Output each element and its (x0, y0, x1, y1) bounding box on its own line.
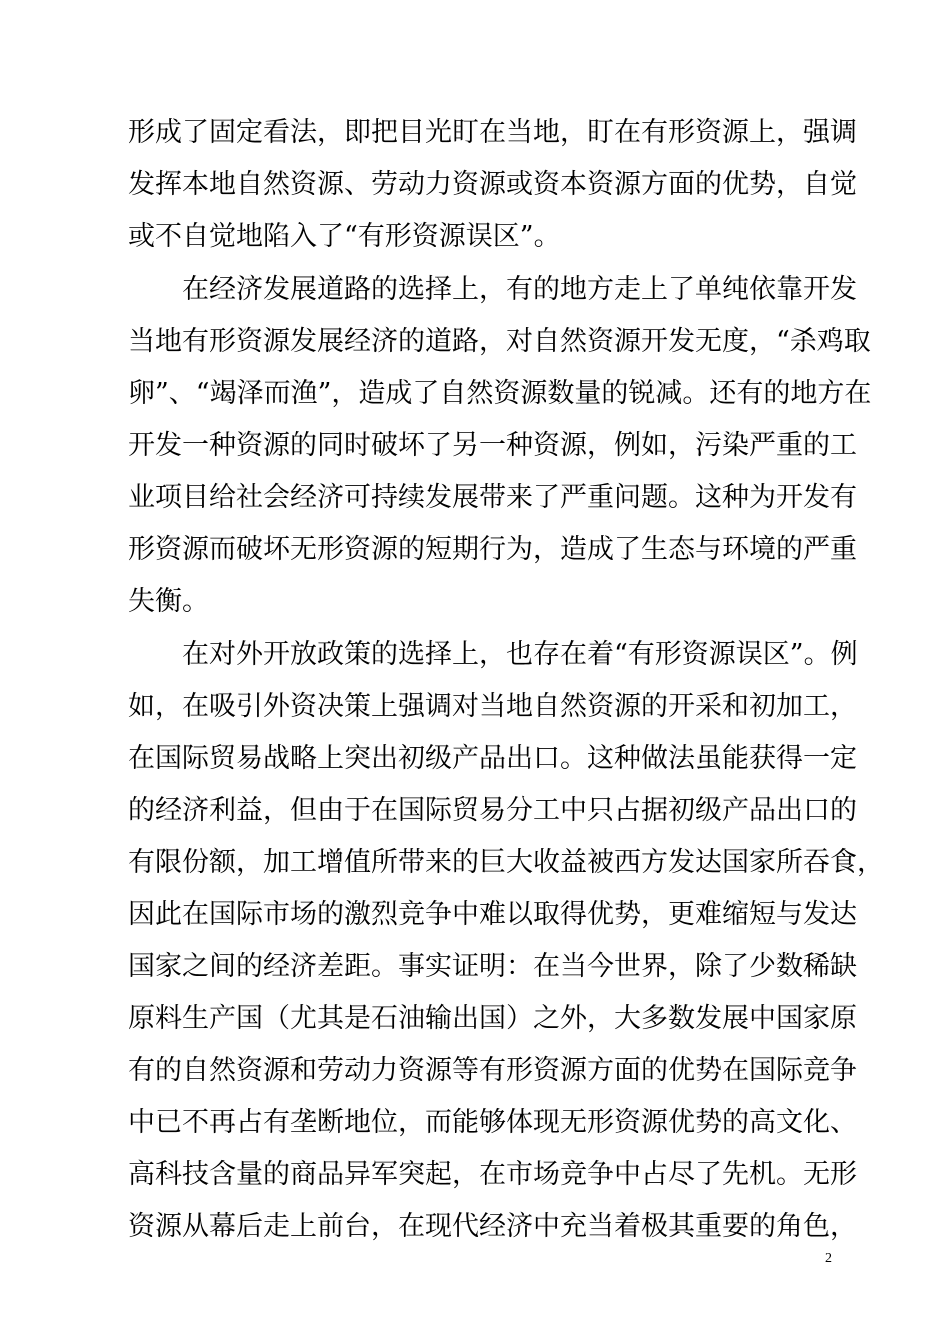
text-line: 发挥本地自然资源、劳动力资源或资本资源方面的优势，自觉 (128, 169, 857, 200)
text-line: 在国际贸易战略上突出初级产品出口。这种做法虽能获得一定 (128, 743, 857, 774)
text-line: 原料生产国（尤其是石油输出国）之外，大多数发展中国家原 (128, 1003, 857, 1034)
text-line: 开发一种资源的同时破坏了另一种资源，例如，污染严重的工 (128, 430, 857, 461)
text-line: 因此在国际市场的激烈竞争中难以取得优势，更难缩短与发达 (128, 899, 857, 930)
text-line: 资源从幕后走上前台，在现代经济中充当着极其重要的角色， (128, 1211, 857, 1242)
text-line: 当地有形资源发展经济的道路，对自然资源开发无度，“杀鸡取 (128, 326, 871, 357)
text-line: 卵”、“竭泽而渔”，造成了自然资源数量的锐减。还有的地方在 (128, 378, 872, 409)
text-line: 失衡。 (128, 586, 209, 617)
text-line: 高科技含量的商品异军突起，在市场竞争中占尽了先机。无形 (128, 1159, 857, 1190)
text-line: 在对外开放政策的选择上，也存在着“有形资源误区”。例 (182, 639, 858, 670)
page-number: 2 (825, 1251, 832, 1266)
text-line: 中已不再占有垄断地位，而能够体现无形资源优势的高文化、 (128, 1107, 857, 1138)
text-line: 业项目给社会经济可持续发展带来了严重问题。这种为开发有 (128, 482, 857, 513)
text-line: 如，在吸引外资决策上强调对当地自然资源的开采和初加工， (128, 691, 857, 722)
text-line: 或不自觉地陷入了“有形资源误区”。 (128, 221, 561, 252)
text-line: 在经济发展道路的选择上，有的地方走上了单纯依靠开发 (182, 274, 857, 305)
text-line: 的经济利益，但由于在国际贸易分工中只占据初级产品出口的 (128, 795, 857, 826)
text-line: 有限份额，加工增值所带来的巨大收益被西方发达国家所吞食， (128, 847, 884, 878)
text-line: 国家之间的经济差距。事实证明：在当今世界，除了少数稀缺 (128, 951, 857, 982)
text-line: 有的自然资源和劳动力资源等有形资源方面的优势在国际竞争 (128, 1055, 857, 1086)
text-line: 形资源而破坏无形资源的短期行为，造成了生态与环境的严重 (128, 534, 857, 565)
text-line: 形成了固定看法，即把目光盯在当地，盯在有形资源上，强调 (128, 117, 857, 148)
